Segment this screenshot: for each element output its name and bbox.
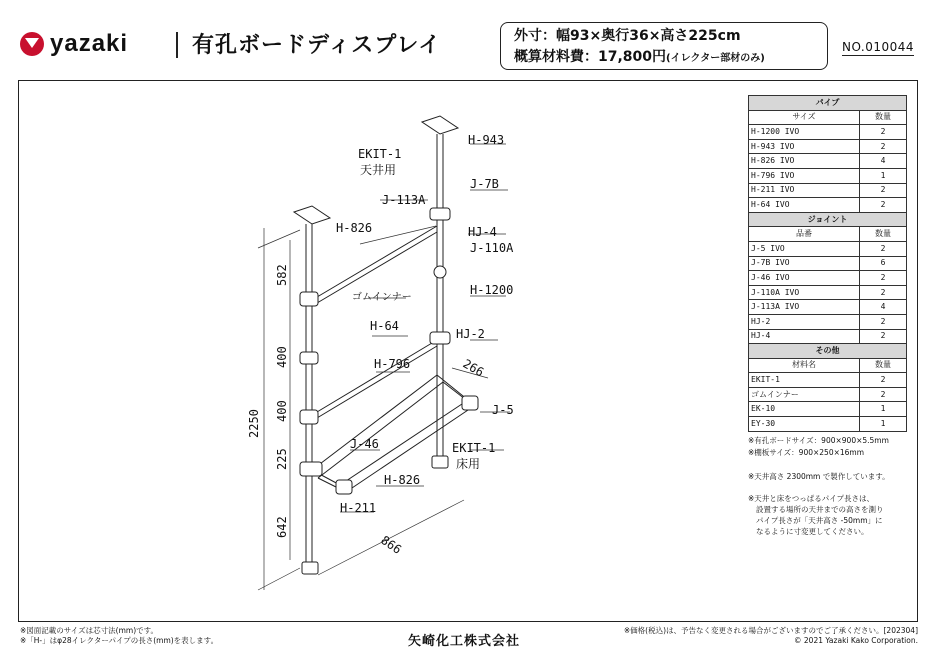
joint-mid-front bbox=[300, 410, 318, 424]
pipe-front-upright bbox=[306, 224, 312, 565]
part-qty: 1 bbox=[860, 402, 907, 417]
dim-400-b: 400 bbox=[275, 400, 289, 422]
part-name: H-1200 IVO bbox=[749, 125, 860, 140]
label-ekit-ceiling: EKIT-1 bbox=[358, 147, 402, 161]
part-qty: 2 bbox=[860, 387, 907, 402]
part-qty: 4 bbox=[860, 300, 907, 315]
footer-right-1: ※価格(税込)は、予告なく変更される場合がございますのでご了承ください。[202304] bbox=[623, 626, 918, 635]
part-qty: 2 bbox=[860, 271, 907, 286]
part-qty: 2 bbox=[860, 183, 907, 198]
part-name: EY-30 bbox=[749, 417, 860, 432]
part-qty: 2 bbox=[860, 198, 907, 213]
label-h826-top: H-826 bbox=[336, 221, 373, 235]
parts-row bbox=[749, 373, 907, 388]
label-rubber-inner: ゴムインナー bbox=[352, 292, 412, 303]
label-j46: J-46 bbox=[350, 437, 379, 451]
spec-cost bbox=[514, 46, 765, 66]
part-qty: 2 bbox=[860, 329, 907, 344]
col-qty-header: 数量 bbox=[860, 358, 907, 373]
yazaki-logo-icon bbox=[20, 32, 44, 56]
label-h64: H-64 bbox=[370, 319, 399, 333]
parts-row bbox=[749, 139, 907, 154]
note-shelf-size: ※棚板サイズ：900×250×16mm bbox=[748, 448, 865, 457]
note-adjust-4: なるように寸変更してください。 bbox=[756, 527, 869, 536]
parts-section-pipe bbox=[749, 96, 907, 111]
label-ceiling-use: 天井用 bbox=[360, 163, 397, 177]
joint-j113a bbox=[430, 208, 450, 220]
parts-column-header bbox=[749, 227, 907, 242]
pipe-shelf-back bbox=[312, 375, 443, 478]
part-qty: 4 bbox=[860, 154, 907, 169]
joint-j46 bbox=[300, 462, 322, 476]
page-title: 有孔ボードディスプレイ bbox=[192, 33, 442, 58]
pipe-back-upright bbox=[437, 134, 443, 460]
parts-row bbox=[749, 168, 907, 183]
part-name: J-113A IVO bbox=[749, 300, 860, 315]
part-qty: 1 bbox=[860, 168, 907, 183]
label-h796: H-796 bbox=[374, 357, 411, 371]
part-name: J-7B IVO bbox=[749, 256, 860, 271]
footer-notes-right bbox=[624, 626, 918, 646]
pipe-mid-horizontal bbox=[312, 340, 437, 421]
floor-cap-back bbox=[432, 456, 448, 468]
label-j5: J-5 bbox=[492, 403, 514, 417]
label-hj2: HJ-2 bbox=[456, 327, 485, 341]
note-ceiling-height: ※天井高さ 2300mm で製作しています。 bbox=[748, 472, 890, 481]
note-adjust-2: 設置する場所の天井までの高さを測り bbox=[756, 505, 884, 514]
brand-wordmark: yazaki bbox=[50, 30, 129, 57]
parts-row bbox=[749, 387, 907, 402]
parts-row bbox=[749, 402, 907, 417]
part-name: H-796 IVO bbox=[749, 168, 860, 183]
joint-hj2 bbox=[430, 332, 450, 344]
parts-row bbox=[749, 417, 907, 432]
assembly-diagram bbox=[230, 100, 730, 600]
spec-cost-note: (イレクター部材のみ) bbox=[666, 53, 765, 64]
label-floor-use: 床用 bbox=[456, 457, 481, 471]
dim-266: 266 bbox=[460, 356, 487, 380]
col-qty-header: 数量 bbox=[860, 110, 907, 125]
parts-row bbox=[749, 183, 907, 198]
floor-cap-front bbox=[302, 562, 318, 574]
footer-left-1: ※図面記載のサイズは芯寸法(mm)です。 bbox=[20, 626, 159, 635]
footer-left-2: ※「H-」はφ28イレクターパイプの長さ(mm)を表します。 bbox=[20, 636, 219, 645]
dim-225: 225 bbox=[275, 448, 289, 470]
yazaki-logo bbox=[20, 30, 128, 58]
col-name-header: 材料名 bbox=[749, 358, 860, 373]
parts-column-header bbox=[749, 110, 907, 125]
joint-j5-back bbox=[462, 396, 478, 410]
parts-row bbox=[749, 300, 907, 315]
joint-j110a bbox=[434, 266, 446, 278]
parts-column-header bbox=[749, 358, 907, 373]
ceiling-plate-back bbox=[422, 116, 458, 134]
footer-notes-left bbox=[20, 626, 218, 646]
title-divider bbox=[176, 32, 178, 58]
part-name: J-110A IVO bbox=[749, 285, 860, 300]
joint-j5-front bbox=[336, 480, 352, 494]
label-j110a: J-110A bbox=[470, 241, 514, 255]
parts-table bbox=[748, 95, 907, 432]
parts-row bbox=[749, 285, 907, 300]
parts-section-title: ジョイント bbox=[749, 212, 907, 227]
part-name: HJ-4 bbox=[749, 329, 860, 344]
label-h1200: H-1200 bbox=[470, 283, 514, 297]
spec-cost-value: 概算材料費：17,800円 bbox=[514, 49, 667, 65]
parts-row bbox=[749, 198, 907, 213]
part-qty: 2 bbox=[860, 285, 907, 300]
note-adjust-3: パイプ長さが「天井高さ -50mm」に bbox=[756, 516, 883, 525]
parts-section-title: その他 bbox=[749, 344, 907, 359]
dim-2250: 2250 bbox=[247, 409, 261, 438]
parts-row bbox=[749, 125, 907, 140]
part-qty: 2 bbox=[860, 373, 907, 388]
note-board-size: ※有孔ボードサイズ：900×900×5.5mm bbox=[748, 436, 889, 445]
parts-row bbox=[749, 314, 907, 329]
joint-top-front bbox=[300, 292, 318, 306]
label-h211: H-211 bbox=[340, 501, 377, 515]
dim-400-a: 400 bbox=[275, 346, 289, 368]
part-name: H-943 IVO bbox=[749, 139, 860, 154]
col-name-header: 品番 bbox=[749, 227, 860, 242]
dim-582: 582 bbox=[275, 264, 289, 286]
label-ekit-floor: EKIT-1 bbox=[452, 441, 496, 455]
part-name: J-5 IVO bbox=[749, 241, 860, 256]
parts-section-joint bbox=[749, 212, 907, 227]
label-h826-bottom: H-826 bbox=[384, 473, 421, 487]
col-name-header: サイズ bbox=[749, 110, 860, 125]
part-qty: 1 bbox=[860, 417, 907, 432]
part-name: EKIT-1 bbox=[749, 373, 860, 388]
note-adjust-1: ※天井と床をつっぱるパイプ長さは、 bbox=[748, 494, 874, 503]
part-name: H-211 IVO bbox=[749, 183, 860, 198]
spec-dimensions: 外寸：幅93×奥行36×高さ225cm bbox=[514, 28, 741, 44]
part-qty: 6 bbox=[860, 256, 907, 271]
parts-row bbox=[749, 256, 907, 271]
parts-row bbox=[749, 329, 907, 344]
part-qty: 2 bbox=[860, 241, 907, 256]
col-qty-header: 数量 bbox=[860, 227, 907, 242]
part-name: H-826 IVO bbox=[749, 154, 860, 169]
parts-section-title: パイプ bbox=[749, 96, 907, 111]
document-number: NO.010044 bbox=[842, 40, 915, 54]
part-name: ゴムインナー bbox=[749, 387, 860, 402]
label-hj4: HJ-4 bbox=[468, 225, 497, 239]
label-h943: H-943 bbox=[468, 133, 505, 147]
part-name: J-46 IVO bbox=[749, 271, 860, 286]
parts-row bbox=[749, 154, 907, 169]
part-qty: 2 bbox=[860, 139, 907, 154]
part-name: HJ-2 bbox=[749, 314, 860, 329]
joint-hj4 bbox=[300, 352, 318, 364]
part-name: H-64 IVO bbox=[749, 198, 860, 213]
parts-row bbox=[749, 271, 907, 286]
dim-866: 866 bbox=[378, 532, 405, 557]
parts-section-other bbox=[749, 344, 907, 359]
ceiling-plate-front bbox=[294, 206, 330, 224]
dim-642: 642 bbox=[275, 516, 289, 538]
label-j7b: J-7B bbox=[470, 177, 499, 191]
footer-right-2: © 2021 Yazaki Kako Corporation. bbox=[794, 636, 918, 645]
label-j113a: J-113A bbox=[382, 193, 426, 207]
company-name: 矢崎化工株式会社 bbox=[408, 634, 521, 649]
parts-row bbox=[749, 241, 907, 256]
part-qty: 2 bbox=[860, 314, 907, 329]
part-name: EK-10 bbox=[749, 402, 860, 417]
part-qty: 2 bbox=[860, 125, 907, 140]
